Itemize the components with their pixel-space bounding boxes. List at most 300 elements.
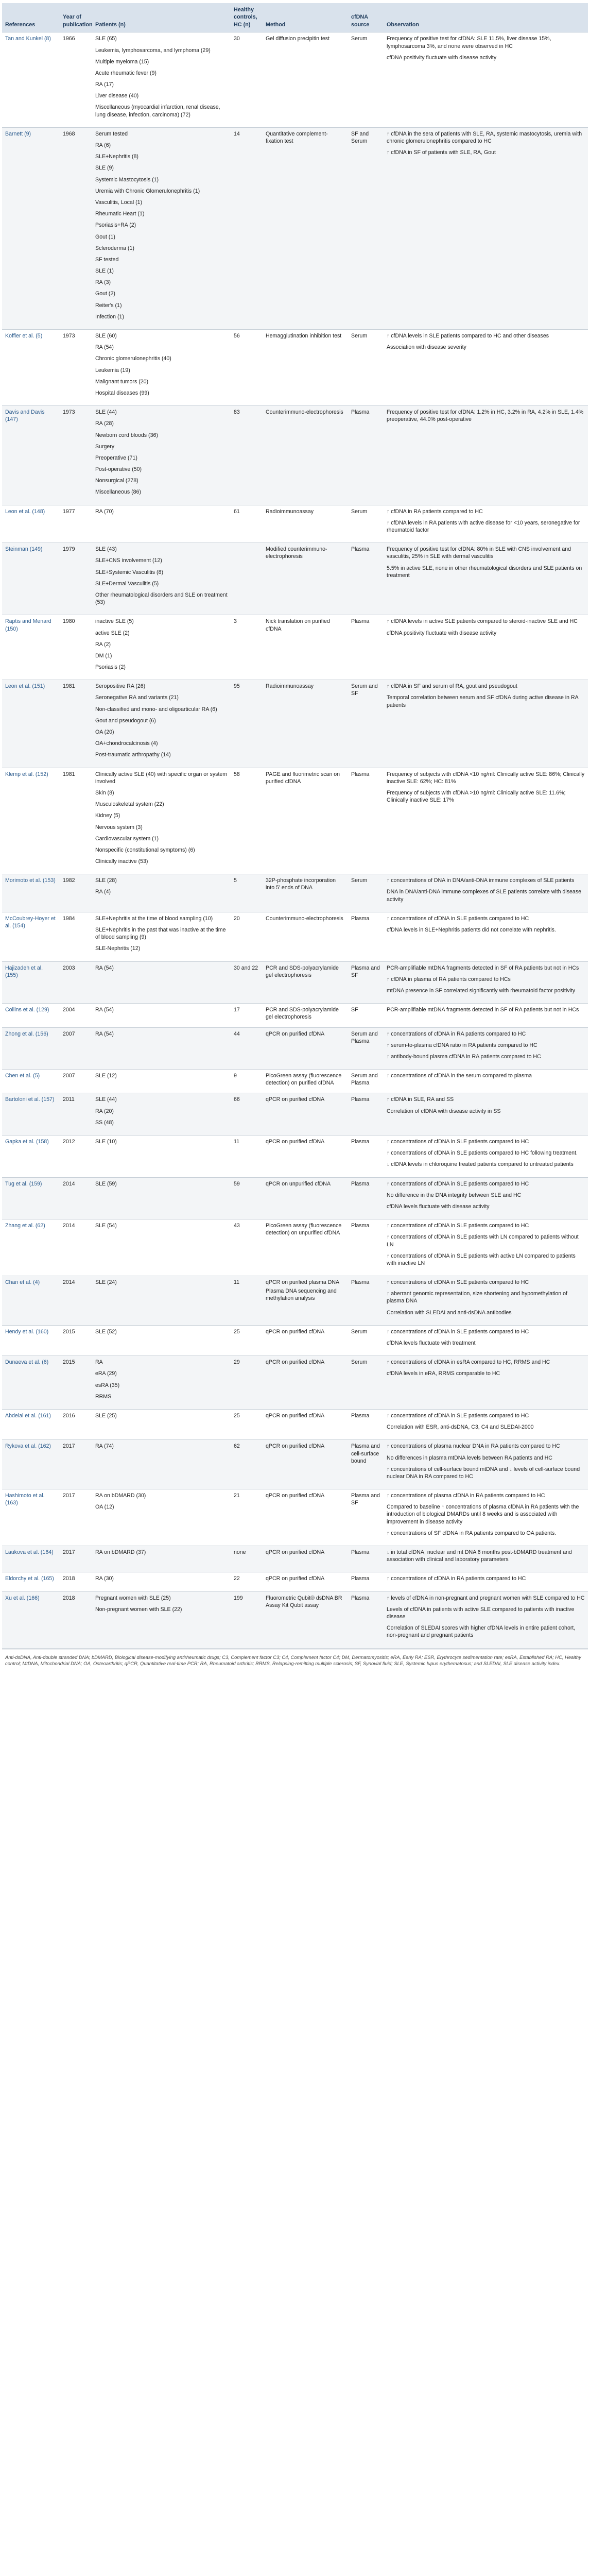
method-line: qPCR on purified cfDNA xyxy=(266,1359,325,1366)
healthy-controls-cell: 11 xyxy=(231,1276,263,1326)
patient-group: Surgery xyxy=(95,443,115,450)
year-cell: 1968 xyxy=(60,127,92,329)
reference-cell: McCoubrey-Hoyer et al. (154) xyxy=(2,912,60,961)
patient-group: SS (48) xyxy=(95,1119,114,1126)
observation-line: Frequency of positive test for cfDNA: SLE 11.5%, liver disease 15%, lymphosarcoma 3%, and none were observed in HC xyxy=(387,36,551,49)
year-cell: 1973 xyxy=(60,406,92,505)
method-line: Hemagglutination inhibition test xyxy=(266,333,342,340)
observation-line: ↑ cfDNA in plasma of RA patients compared to HCs xyxy=(387,976,511,982)
patient-group: Infection (1) xyxy=(95,313,124,320)
cfdna-source-cell: Plasma xyxy=(348,1136,384,1178)
method-cell xyxy=(263,1136,348,1178)
patients-cell xyxy=(92,615,231,680)
observation-cell xyxy=(384,32,588,128)
reference-cell: Hashimoto et al. (163) xyxy=(2,1489,60,1546)
observation-cell xyxy=(384,1177,588,1219)
observation-line: PCR-amplifiable mtDNA fragments detected in SF of RA patients but not in HCs xyxy=(387,964,579,971)
patient-group: Reiter's (1) xyxy=(95,302,122,309)
method-cell xyxy=(263,1219,348,1276)
observation-cell xyxy=(384,1325,588,1355)
table-row xyxy=(2,1177,588,1219)
year-cell: 2018 xyxy=(60,1591,92,1648)
cfdna-source-cell: Plasma xyxy=(348,1409,384,1439)
cfdna-source-cell: Plasma xyxy=(348,1546,384,1572)
cfdna-source-cell: Plasma xyxy=(348,615,384,680)
observation-cell xyxy=(384,1546,588,1572)
observation-line: ↑ concentrations of cfDNA in SLE patients with LN compared to patients without LN xyxy=(387,1234,579,1248)
table-row xyxy=(2,1027,588,1070)
patient-group: Chronic glomerulonephritis (40) xyxy=(95,355,171,362)
patient-group: RA (4) xyxy=(95,889,111,895)
observation-line: ↑ concentrations of cfDNA in SLE patients with active LN compared to patients with inactive LN xyxy=(387,1252,576,1266)
observation-line: No differences in plasma mtDNA levels between RA patients and HC xyxy=(387,1454,552,1461)
observation-line: ↑ cfDNA in SF of patients with SLE, RA, Gout xyxy=(387,149,496,156)
table-row xyxy=(2,1440,588,1489)
observation-line: ↑ concentrations of cfDNA in SLE patients compared to HC xyxy=(387,1223,529,1229)
reference-cell: Abdelal et al. (161) xyxy=(2,1409,60,1439)
observation-cell xyxy=(384,1070,588,1093)
patient-group: RA (20) xyxy=(95,1108,114,1114)
reference-cell: Bartoloni et al. (157) xyxy=(2,1093,60,1136)
observation-line: ↑ concentrations of SF cfDNA in RA patients compared to OA patients. xyxy=(387,1530,557,1536)
patient-group: OA (12) xyxy=(95,1504,114,1511)
patient-group: SLE (9) xyxy=(95,165,114,172)
method-cell xyxy=(263,330,348,406)
table-footnote: Anti-dsDNA, Anti-double stranded DNA; bDMARD, Biological disease-modifying antirheumatic drugs; C3, Complement factor C3; C4, Complement factor C4; DM, Dermatomyositis; eRA, Early RA; ESR, Erythrocyte sedimentation rate; esRA, Established RA; HC, Healthy control; MtDNA, Mitochondrial DNA; OA, Osteoarthritis; qPCR, Quantitative real-time PCR; RA, Rheumatoid arthritis; RRMS, Relapsing-remitting multiple sclerosis; SF, Synovial fluid; SLE, Systemic lupus erythematosus; and SLEDAI, SLE disease activity index. xyxy=(2,1650,588,1667)
patient-group: SLE-Nephritis (12) xyxy=(95,945,141,952)
method-line: Quantitative complement-fixation test xyxy=(266,130,328,145)
observation-line: ↑ concentrations of cfDNA in the serum compared to plasma xyxy=(387,1073,532,1079)
method-line: Radioimmunoassay xyxy=(266,508,314,515)
patient-group: Rheumatic Heart (1) xyxy=(95,211,145,217)
table-row xyxy=(2,505,588,543)
year-cell: 2015 xyxy=(60,1325,92,1355)
patients-cell xyxy=(92,543,231,615)
year-cell: 2014 xyxy=(60,1177,92,1219)
observation-line: ↑ concentrations of cfDNA in RA patients compared to HC xyxy=(387,1030,526,1037)
patient-group: Seropositive RA (26) xyxy=(95,683,146,690)
observation-cell xyxy=(384,1409,588,1439)
cfdna-source-cell: Serum xyxy=(348,32,384,128)
reference-cell: Eldorchy et al. (165) xyxy=(2,1572,60,1591)
table-row xyxy=(2,961,588,1004)
observation-cell xyxy=(384,1440,588,1489)
header-row xyxy=(2,3,588,32)
cfdna-source-cell: Plasma xyxy=(348,1591,384,1648)
year-cell: 2007 xyxy=(60,1027,92,1070)
patient-group: SLE (28) xyxy=(95,877,117,884)
observation-line: ↑ concentrations of plasma nuclear DNA in RA patients compared to HC xyxy=(387,1443,560,1450)
patients-cell xyxy=(92,1276,231,1326)
method-cell xyxy=(263,127,348,329)
patients-cell xyxy=(92,1591,231,1648)
observation-line: ↑ serum-to-plasma cfDNA ratio in RA patients compared to HC xyxy=(387,1042,537,1048)
cfdna-source-cell: Plasma xyxy=(348,1219,384,1276)
year-cell: 1980 xyxy=(60,615,92,680)
method-line: qPCR on purified plasma DNA xyxy=(266,1279,340,1286)
healthy-controls-cell: 61 xyxy=(231,505,263,543)
patient-group: Skin (8) xyxy=(95,789,114,796)
observation-line: ↑ cfDNA in SLE, RA and SS xyxy=(387,1096,454,1103)
healthy-controls-cell: 30 and 22 xyxy=(231,961,263,1004)
method-cell xyxy=(263,1572,348,1591)
method-cell xyxy=(263,1276,348,1326)
reference-cell: Dunaeva et al. (6) xyxy=(2,1356,60,1410)
method-line: Counterimmuno-electrophoresis xyxy=(266,409,343,416)
patient-group: RA xyxy=(95,1359,103,1366)
patient-group: Nonsurgical (278) xyxy=(95,478,138,484)
reference-cell: Rykova et al. (162) xyxy=(2,1440,60,1489)
method-cell xyxy=(263,543,348,615)
patients-cell xyxy=(92,1572,231,1591)
year-cell: 1977 xyxy=(60,505,92,543)
observation-line: ↑ concentrations of cfDNA in SLE patients compared to HC xyxy=(387,1328,529,1335)
method-cell xyxy=(263,1004,348,1027)
patient-group: Miscellaneous (86) xyxy=(95,489,141,496)
cfdna-source-cell: Plasma and cell-surface bound xyxy=(348,1440,384,1489)
patients-cell xyxy=(92,1356,231,1410)
patient-group: Post-operative (50) xyxy=(95,466,142,473)
reference-cell: Zhong et al. (156) xyxy=(2,1027,60,1070)
patient-group: SLE (60) xyxy=(95,333,117,340)
observation-line: ↑ concentrations of cfDNA in SLE patients compared to HC xyxy=(387,1412,529,1419)
header-year: Year of publication xyxy=(60,3,92,32)
patient-group: Systemic Mastocytosis (1) xyxy=(95,176,159,183)
patients-cell xyxy=(92,1219,231,1276)
method-line: qPCR on purified cfDNA xyxy=(266,1030,325,1037)
method-cell xyxy=(263,961,348,1004)
cfdna-source-cell: Serum xyxy=(348,505,384,543)
patient-group: SLE+Dermal Vasculitis (5) xyxy=(95,580,159,587)
patients-cell xyxy=(92,768,231,874)
header-observation: Observation xyxy=(384,3,588,32)
year-cell: 2011 xyxy=(60,1093,92,1136)
patient-group: Clinically active SLE (40) with specific organ or system involved xyxy=(95,771,228,785)
reference-cell: Davis and Davis (147) xyxy=(2,406,60,505)
healthy-controls-cell: 11 xyxy=(231,1136,263,1178)
table-body xyxy=(2,32,588,1648)
patient-group: SLE (54) xyxy=(95,1223,117,1229)
healthy-controls-cell: 22 xyxy=(231,1572,263,1591)
year-cell: 2014 xyxy=(60,1276,92,1326)
observation-line: Correlation with SLEDAI and anti-dsDNA antibodies xyxy=(387,1309,512,1316)
observation-line: ↑ cfDNA levels in SLE patients compared to HC and other diseases xyxy=(387,333,549,340)
patient-group: Vasculitis, Local (1) xyxy=(95,199,143,206)
patient-group: RRMS xyxy=(95,1393,112,1400)
observation-line: ↑ aberrant genomic representation, size shortening and hypomethylation of plasma DNA xyxy=(387,1291,567,1304)
method-line: Fluorometric Qubit® dsDNA BR Assay Kit Qubit assay xyxy=(266,1595,342,1608)
patient-group: Seronegative RA and variants (21) xyxy=(95,694,179,701)
observation-line: Compared to baseline ↑ concentrations of plasma cfDNA in RA patients with the introduction of biological DMARDs until 8 weeks and is associated with improvement in disease activity xyxy=(387,1504,579,1525)
healthy-controls-cell: 29 xyxy=(231,1356,263,1410)
cfdna-source-cell: Plasma and SF xyxy=(348,1489,384,1546)
observation-line: cfDNA levels fluctuate with disease activity xyxy=(387,1203,490,1210)
observation-cell xyxy=(384,1572,588,1591)
healthy-controls-cell: 25 xyxy=(231,1325,263,1355)
method-cell xyxy=(263,1356,348,1410)
method-line: 32P-phosphate incorporation into 5' ends of DNA xyxy=(266,877,336,891)
method-cell xyxy=(263,1027,348,1070)
patient-group: RA (70) xyxy=(95,508,114,515)
year-cell: 2017 xyxy=(60,1546,92,1572)
observation-line: DNA in DNA/anti-DNA immune complexes of SLE patients correlate with disease activity xyxy=(387,889,582,903)
table-row xyxy=(2,912,588,961)
observation-line: PCR-amplifiable mtDNA fragments detected in SF of RA patients but not in HCs xyxy=(387,1007,579,1013)
patients-cell xyxy=(92,1177,231,1219)
reference-cell: Hajizadeh et al. (155) xyxy=(2,961,60,1004)
patient-group: RA (2) xyxy=(95,641,111,648)
patient-group: SLE (59) xyxy=(95,1180,117,1187)
observation-line: cfDNA levels in SLE+Nephritis patients did not correlate with nephritis. xyxy=(387,927,556,934)
patient-group: Musculoskeletal system (22) xyxy=(95,801,164,808)
patients-cell xyxy=(92,1004,231,1027)
healthy-controls-cell: 43 xyxy=(231,1219,263,1276)
patient-group: Leukemia, lymphosarcoma, and lymphoma (29) xyxy=(95,47,211,54)
healthy-controls-cell: 59 xyxy=(231,1177,263,1219)
healthy-controls-cell xyxy=(231,543,263,615)
method-cell xyxy=(263,680,348,768)
header-method: Method xyxy=(263,3,348,32)
healthy-controls-cell: 44 xyxy=(231,1027,263,1070)
method-cell xyxy=(263,1177,348,1219)
table-row xyxy=(2,1136,588,1178)
observation-cell xyxy=(384,1591,588,1648)
method-line: qPCR on unpurified cfDNA xyxy=(266,1180,331,1187)
cfdna-source-cell: Plasma and SF xyxy=(348,961,384,1004)
header-references: References xyxy=(2,3,60,32)
patients-cell xyxy=(92,1546,231,1572)
patient-group: SLE (52) xyxy=(95,1328,117,1335)
observation-cell xyxy=(384,1027,588,1070)
patient-group: RA on bDMARD (30) xyxy=(95,1493,146,1499)
patient-group: Acute rheumatic fever (9) xyxy=(95,70,157,76)
year-cell: 1982 xyxy=(60,874,92,912)
patient-group: SLE (65) xyxy=(95,36,117,42)
patient-group: SLE+Systemic Vasculitis (8) xyxy=(95,569,163,575)
method-cell xyxy=(263,1440,348,1489)
table-row xyxy=(2,680,588,768)
observation-line: cfDNA levels in eRA, RRMS comparable to HC xyxy=(387,1370,500,1377)
reference-cell: Tan and Kunkel (8) xyxy=(2,32,60,128)
patient-group: Gout (1) xyxy=(95,233,115,240)
observation-cell xyxy=(384,1004,588,1027)
cfdna-source-cell: Serum and Plasma xyxy=(348,1070,384,1093)
observation-line: Correlation of SLEDAI scores with higher cfDNA levels in entire patient cohort, non-pregnant and pregnant patients xyxy=(387,1625,576,1639)
reference-cell: Laukova et al. (164) xyxy=(2,1546,60,1572)
observation-cell xyxy=(384,1093,588,1136)
patient-group: Kidney (5) xyxy=(95,812,120,819)
reference-cell: Gapka et al. (158) xyxy=(2,1136,60,1178)
observation-line: mtDNA presence in SF correlated significantly with rheumatoid factor positivity xyxy=(387,987,576,994)
patients-cell xyxy=(92,1325,231,1355)
patient-group: Newborn cord bloods (36) xyxy=(95,432,158,438)
header-patients: Patients (n) xyxy=(92,3,231,32)
patient-group: active SLE (2) xyxy=(95,630,130,636)
year-cell: 2017 xyxy=(60,1489,92,1546)
table-row xyxy=(2,127,588,329)
cfdna-source-cell: Serum xyxy=(348,1356,384,1410)
reference-cell: Leon et al. (151) xyxy=(2,680,60,768)
patient-group: Clinically inactive (53) xyxy=(95,858,148,865)
cfdna-source-cell: Serum xyxy=(348,330,384,406)
cfdna-source-cell: Plasma xyxy=(348,1276,384,1326)
method-line: PAGE and fluorimetric scan on purified cfDNA xyxy=(266,771,340,785)
table-row xyxy=(2,1489,588,1546)
patients-cell xyxy=(92,874,231,912)
patient-group: inactive SLE (5) xyxy=(95,618,134,625)
table-row xyxy=(2,406,588,505)
table-row xyxy=(2,1276,588,1326)
reference-cell: Barnett (9) xyxy=(2,127,60,329)
patient-group: Preoperative (71) xyxy=(95,454,137,461)
observation-line: cfDNA positivity fluctuate with disease activity xyxy=(387,630,497,636)
observation-line: cfDNA levels fluctuate with treatment xyxy=(387,1340,476,1347)
method-line: qPCR on purified cfDNA xyxy=(266,1443,325,1450)
observation-line: No difference in the DNA integrity between SLE and HC xyxy=(387,1192,522,1198)
observation-cell xyxy=(384,543,588,615)
reference-cell: Steinman (149) xyxy=(2,543,60,615)
cfdna-source-cell: Plasma xyxy=(348,1572,384,1591)
patient-group: SLE (43) xyxy=(95,546,117,553)
method-cell xyxy=(263,1409,348,1439)
method-line: Nick translation on purified cfDNA xyxy=(266,618,330,632)
year-cell: 2014 xyxy=(60,1219,92,1276)
cfdna-source-cell: Plasma xyxy=(348,1093,384,1136)
method-line: Modified counterimmuno-electrophoresis xyxy=(266,546,327,560)
method-line: qPCR on purified cfDNA xyxy=(266,1493,325,1499)
header-healthy-controls: Healthy controls, HC (n) xyxy=(231,3,263,32)
method-cell xyxy=(263,1093,348,1136)
year-cell: 1981 xyxy=(60,768,92,874)
patient-group: Malignant tumors (20) xyxy=(95,378,149,385)
year-cell: 2007 xyxy=(60,1070,92,1093)
method-line: Plasma DNA sequencing and methylation analysis xyxy=(266,1288,337,1302)
healthy-controls-cell: 9 xyxy=(231,1070,263,1093)
observation-line: Correlation of cfDNA with disease activity in SS xyxy=(387,1108,501,1114)
patients-cell xyxy=(92,1136,231,1178)
table-row xyxy=(2,32,588,128)
patient-group: Nonspecific (constitutional symptoms) (6) xyxy=(95,846,195,853)
patient-group: Miscellaneous (myocardial infarction, renal disease, lung disease, infection, carcinoma) (72) xyxy=(95,104,220,118)
patients-cell xyxy=(92,1440,231,1489)
patient-group: RA (54) xyxy=(95,1030,114,1037)
year-cell: 2016 xyxy=(60,1409,92,1439)
year-cell: 1981 xyxy=(60,680,92,768)
healthy-controls-cell: 66 xyxy=(231,1093,263,1136)
method-line: PicoGreen assay (fluorescence detection) on purified cfDNA xyxy=(266,1073,342,1087)
observation-line: ↑ cfDNA in the sera of patients with SLE, RA, systemic mastocytosis, uremia with chronic glomerulonephritis compared to HC xyxy=(387,130,582,145)
table-row xyxy=(2,1070,588,1093)
patient-group: Gout (2) xyxy=(95,291,115,297)
table-row xyxy=(2,1409,588,1439)
method-cell xyxy=(263,874,348,912)
patient-group: Non-classified and mono- and oligoarticular RA (6) xyxy=(95,706,217,713)
observation-cell xyxy=(384,505,588,543)
healthy-controls-cell: 199 xyxy=(231,1591,263,1648)
patient-group: RA (54) xyxy=(95,344,114,351)
observation-line: cfDNA positivity fluctuate with disease activity xyxy=(387,54,497,61)
observation-cell xyxy=(384,127,588,329)
cfdna-source-cell: SF xyxy=(348,1004,384,1027)
patients-cell xyxy=(92,127,231,329)
healthy-controls-cell: 3 xyxy=(231,615,263,680)
cfdna-source-cell: Plasma xyxy=(348,768,384,874)
patient-group: SF tested xyxy=(95,256,119,263)
table-row xyxy=(2,1219,588,1276)
observation-line: Temporal correlation between serum and SF cfDNA during active disease in RA patients xyxy=(387,694,579,708)
year-cell: 1984 xyxy=(60,912,92,961)
cfdna-source-cell: SF and Serum xyxy=(348,127,384,329)
method-line: PicoGreen assay (fluorescence detection) on unpurified cfDNA xyxy=(266,1223,342,1236)
patients-cell xyxy=(92,1027,231,1070)
cfdna-studies-table xyxy=(2,3,588,1649)
patients-cell xyxy=(92,912,231,961)
patients-cell xyxy=(92,1070,231,1093)
observation-cell xyxy=(384,1489,588,1546)
healthy-controls-cell: 30 xyxy=(231,32,263,128)
table-row xyxy=(2,1004,588,1027)
patient-group: RA (3) xyxy=(95,279,111,286)
observation-line: ↑ concentrations of cfDNA in SLE patients compared to HC xyxy=(387,915,529,922)
observation-cell xyxy=(384,330,588,406)
patients-cell xyxy=(92,961,231,1004)
method-cell xyxy=(263,1489,348,1546)
patient-group: Hospital diseases (99) xyxy=(95,389,149,396)
method-line: Radioimmunoassay xyxy=(266,683,314,690)
method-cell xyxy=(263,1546,348,1572)
observation-cell xyxy=(384,768,588,874)
patients-cell xyxy=(92,406,231,505)
method-line: qPCR on purified cfDNA xyxy=(266,1096,325,1103)
observation-line: ↑ concentrations of cfDNA in RA patients compared to HC xyxy=(387,1575,526,1582)
year-cell: 1979 xyxy=(60,543,92,615)
year-cell: 2004 xyxy=(60,1004,92,1027)
observation-cell xyxy=(384,615,588,680)
reference-cell: Klemp et al. (152) xyxy=(2,768,60,874)
patients-cell xyxy=(92,1489,231,1546)
patient-group: RA (28) xyxy=(95,420,114,427)
patients-cell xyxy=(92,1093,231,1136)
healthy-controls-cell: 56 xyxy=(231,330,263,406)
method-line: qPCR on purified cfDNA xyxy=(266,1412,325,1419)
patient-group: esRA (35) xyxy=(95,1382,120,1388)
observation-line: ↑ concentrations of cfDNA in SLE patients compared to HC xyxy=(387,1139,529,1145)
method-cell xyxy=(263,505,348,543)
year-cell: 2015 xyxy=(60,1356,92,1410)
table-row xyxy=(2,1093,588,1136)
method-line: qPCR on purified cfDNA xyxy=(266,1139,325,1145)
method-cell xyxy=(263,1591,348,1648)
observation-line: Frequency of subjects with cfDNA >10 ng/ml: Clinically active SLE: 11.6%; Clinically inactive SLE: 17% xyxy=(387,789,566,804)
cfdna-source-cell: Plasma xyxy=(348,1177,384,1219)
patient-group: Liver disease (40) xyxy=(95,93,139,99)
method-line: Gel diffusion precipitin test xyxy=(266,36,330,42)
observation-line: Frequency of subjects with cfDNA <10 ng/ml: Clinically active SLE: 86%; Clinically inactive SLE: 62%; HC: 81% xyxy=(387,771,585,785)
observation-line: ↑ concentrations of cfDNA in esRA compared to HC, RRMS and HC xyxy=(387,1359,550,1366)
method-cell xyxy=(263,406,348,505)
cfdna-source-cell: Serum xyxy=(348,874,384,912)
observation-cell xyxy=(384,406,588,505)
table-header xyxy=(2,3,588,32)
observation-line: ↑ cfDNA levels in active SLE patients compared to steroid-inactive SLE and HC xyxy=(387,618,578,625)
patient-group: Psoriasis (2) xyxy=(95,664,126,671)
observation-cell xyxy=(384,1276,588,1326)
table-row xyxy=(2,330,588,406)
patient-group: SLE+CNS involvement (12) xyxy=(95,557,162,564)
table-row xyxy=(2,1546,588,1572)
patient-group: Pregnant women with SLE (25) xyxy=(95,1595,171,1601)
healthy-controls-cell: 14 xyxy=(231,127,263,329)
